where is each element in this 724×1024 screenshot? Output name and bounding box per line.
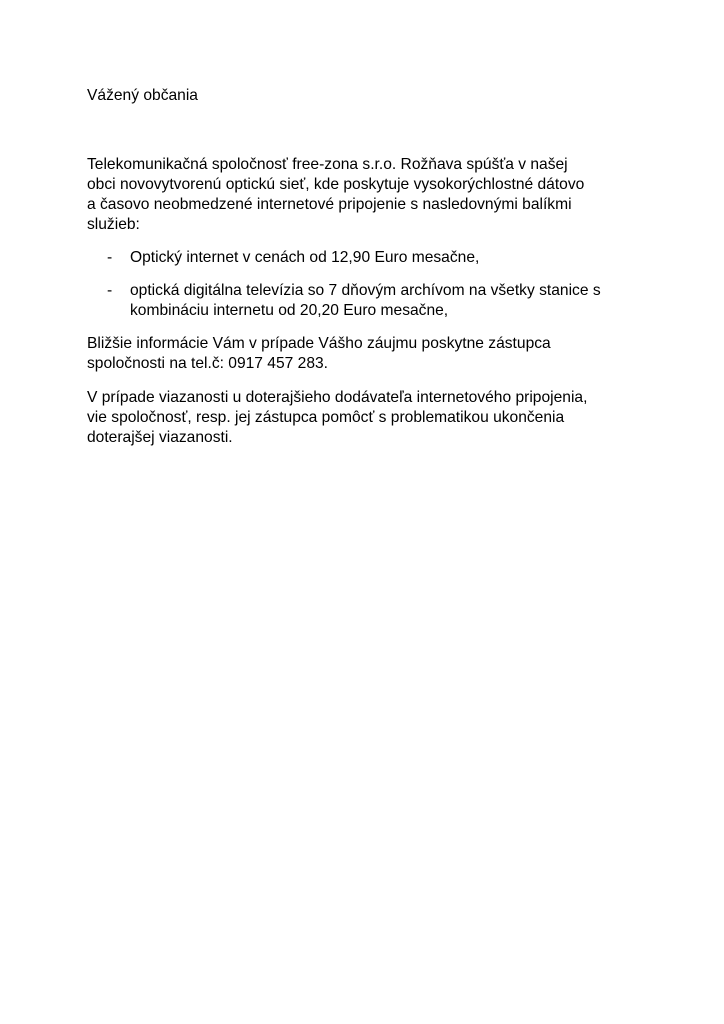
list-item-text: optická digitálna televízia so 7 dňovým archívom na všetky stanice s xyxy=(130,282,601,299)
bullet-dash: - xyxy=(107,249,113,266)
list-item-text-continued: kombináciu internetu od 20,20 Euro mesačne, xyxy=(130,302,449,319)
list-item xyxy=(87,281,647,321)
intro-paragraph: Telekomunikačná spoločnosť free-zona s.r.o. Rožňava spúšťa v našej obci novovytvorenú optickú sieť, kde poskytuje vysokorýchlostné dátovo a časovo neobmedzené internetové pripojenie s nasledovnými balíkmi služieb: xyxy=(87,156,585,233)
contact-paragraph: Bližšie informácie Vám v prípade Vášho záujmu poskytne zástupca spoločnosti na tel.č: 0917 457 283. xyxy=(87,335,551,372)
closing-paragraph: V prípade viazanosti u doterajšieho dodávateľa internetového pripojenia, vie spoločnosť, resp. jej zástupca pomôcť s problematikou ukončenia doterajšej viazanosti. xyxy=(87,389,588,446)
bullet-dash: - xyxy=(107,282,113,299)
list-item-text: Optický internet v cenách od 12,90 Euro mesačne, xyxy=(130,249,480,266)
letter-body xyxy=(87,86,647,448)
salutation: Vážený občania xyxy=(87,87,198,104)
service-list xyxy=(87,248,647,321)
list-item xyxy=(87,248,647,268)
